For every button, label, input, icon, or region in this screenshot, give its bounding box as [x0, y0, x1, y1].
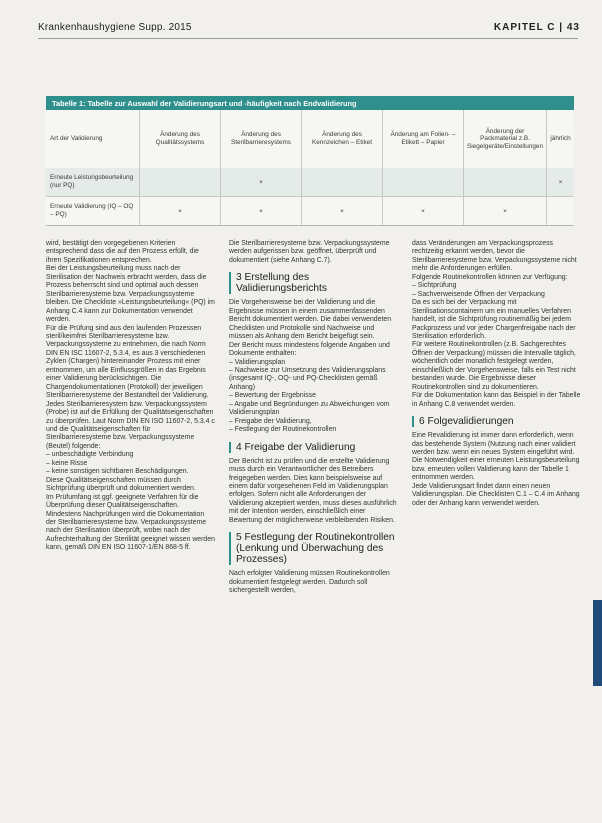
body-paragraph: Im Prüfumfang ist ggf. geeignete Verfahren für die Überprüfung dieser Qualitätseigenschaften. Mindestens Nachprüfungen wird die Dokumentation der Sterilbarrieresysteme bzw. Verpackungssysteme nach der Sterilisation überprüft, wobei nach der Aufrechterhaltung der Sterilität geeignet wissen werden kann, gemäß DIN EN ISO 11607-1/EN 868-5 ff.	[46, 493, 215, 552]
body-paragraph: Für die Dokumentation kann das Beispiel in der Tabelle in Anhang C.8 verwendet werden.	[412, 392, 581, 408]
table-cell: ×	[140, 197, 221, 226]
chapter-edge-tab	[593, 600, 602, 686]
list-item: – Angabe und Begründungen zu Abweichungen vom Validierungsplan	[229, 400, 390, 417]
list-item: – Sachverweisende Öffnen der Verpackung	[412, 290, 545, 298]
body-paragraph: Die Notwendigkeit einer erneuten Leistungsbeurteilung bzw. erneuten vollen Validierung kann der Tabelle 1 entnommen werden.	[412, 457, 580, 482]
list-item: – Festlegung der Routinekontrollen	[229, 426, 337, 434]
table-cell: ×	[302, 197, 383, 226]
table-row	[46, 168, 574, 197]
table-header-cell: Änderung des Kennzeichen – Etiket	[302, 110, 383, 168]
table-cell	[547, 197, 574, 226]
body-paragraph: Jede Validierungsart findet dann einen neuen Validierungsplan. Die Checklisten C.1 – C.4 im Anhang oder der Anhang kann verwendet werden.	[412, 482, 580, 507]
text-column-3	[412, 240, 584, 508]
table-row-label: Erneute Leistungsbeurteilung (nur PQ)	[46, 168, 140, 197]
body-paragraph: Der Bericht muss mindestens folgende Angaben und Dokumente enthalten:	[229, 341, 390, 358]
table-header-cell: Art der Validierung	[46, 110, 140, 168]
body-paragraph: Nach erfolgter Validierung müssen Routinekontrollen dokumentiert festgelegt werden. Dadurch soll sichergestellt werden,	[229, 570, 390, 595]
text-column-2	[229, 240, 399, 596]
list-item: – unbeschädigte Verbindung	[46, 451, 134, 459]
section-heading-5: 5 Festlegung der Routinekontrollen (Lenkung und Überwachung des Prozesses)	[229, 532, 399, 565]
list-item: – Sichtprüfung	[412, 282, 457, 290]
body-paragraph: dass Veränderungen am Verpackungsprozess rechtzeitig erkannt werden, bevor die Sterilbarrieresysteme bzw. Verpackungssysteme nicht mehr die Anforderungen erfüllen.	[412, 240, 577, 273]
table-header-cell: Änderung des Sterilbarrieresystems	[221, 110, 302, 168]
header-rule	[38, 38, 578, 39]
body-paragraph: Jedes Sterilbarrieresystem bzw. Verpackungssystem (Probe) ist auf die Erfüllung der Qualitätseigenschaften zu überprüfen. Laut Norm DIN EN ISO 11607-2, 5.3.4 c und die Qualitätseigenschaften für Sterilbarrieresysteme bzw. Verpackungssysteme (Beutel) folgende:	[46, 400, 215, 450]
list-item: – keine sonstigen sichtbaren Beschädigungen.	[46, 468, 189, 476]
body-paragraph: Diese Qualitätseigenschaften müssen durch Sichtprüfung überprüft und dokumentiert werden.	[46, 476, 196, 493]
table-header-row	[46, 110, 574, 168]
table-caption: Tabelle 1: Tabelle zur Auswahl der Validierungsart und -häufigkeit nach Endvalidierung	[46, 96, 574, 110]
table-cell	[383, 168, 464, 197]
body-paragraph: Der Bericht ist zu prüfen und die erstellte Validierung muss durch ein Verantwortlicher des Betreibers freigegeben werden. Dies kann beispielsweise auf einem dafür vorgesehenen Feld im Validierungsplan erfolgen. Sofern nicht alle Anforderungen der Validierung akzeptiert werden, muss dieses ausführlich mit der Intention werden, einschließlich einer Bewertung der möglicherweise verbleibenden Risiken.	[229, 457, 397, 524]
table-cell: ×	[547, 168, 574, 197]
body-paragraph: Die Vorgehensweise bei der Validierung und die Ergebnisse müssen in einem zusammenfassenden Bericht dokumentiert werden. Die dabei verwendeten Checklisten und Protokolle sind Nachweise und müssen als Anhang dem Bericht beigefügt sein.	[229, 299, 392, 341]
table-header-cell: Änderung der Packmaterial z.B. Siegelgeräte/Einstellungen	[464, 110, 547, 168]
table-header-cell: jährlich	[547, 110, 574, 168]
table-cell	[140, 168, 221, 197]
body-paragraph: Für die Prüfung sind aus den laufenden Prozessen steril/keimfrei Sterilbarrieresysteme bzw. Verpackungssysteme zu entnehmen, die nach Norm DIN EN ISC 11607-2, 5.3.4, es aus 3 verschiedenen Zyklen (Chargen) hintereinander Prozess mit einer entnommen, um alle Einflussgrößen in das Ergebnis einer Validierung berücksichtigen. Die Chargendokumentationen (Protokoll) der jeweiligen Sterilbarrieresysteme der Bestandteil der Validierung.	[46, 324, 209, 400]
table-header-cell: Änderung am Folien- – Etikett – Papier	[383, 110, 464, 168]
table-header-cell: Änderung des Qualitätssystems	[140, 110, 221, 168]
table-row	[46, 197, 574, 226]
section-heading-4: 4 Freigabe der Validierung	[229, 442, 399, 453]
body-paragraph: Folgende Routinekontrollen können zur Verfügung:	[412, 273, 568, 281]
body-paragraph: Bei der Leistungsbeurteilung muss nach der Sterilisation der Nachweis erbracht werden, dass die Prozess beherrscht sind und optimal auch dessen Sterilbarrieresysteme bzw. Verpackungssysteme bleiben. Die Checkliste »Leistungsbeurteilung« (PQ) im Anhang C.4 kann zur Dokumentation verwendet werden.	[46, 265, 215, 324]
table-cell	[464, 168, 547, 197]
section-heading-3: 3 Erstellung des Validierungsberichts	[229, 272, 399, 294]
list-item: – Validierungsplan	[229, 358, 286, 366]
body-paragraph: Die Sterilbarrieresysteme bzw. Verpackungssysteme werden aufgerissen bzw. geöffnet, überprüft und dokumentiert (siehe Anhang C.7).	[229, 240, 390, 264]
body-paragraph: wird, bestätigt den vorgegebenen Kriterien entsprechend dass die auf den Prozess erfüllt, die ihren Spezifikationen entsprechen.	[46, 240, 199, 264]
running-header-right: KAPITEL C | 43	[493, 22, 580, 33]
table-cell: ×	[221, 197, 302, 226]
list-item: – Nachweise zur Umsetzung des Validierungsplans (insgesamt IQ-, OQ- und PQ-Checklisten gemäß Anhang)	[229, 366, 386, 391]
table-cell	[302, 168, 383, 197]
table-row-label: Erneute Validierung (IQ – OQ – PQ)	[46, 197, 140, 226]
table-cell: ×	[221, 168, 302, 197]
validation-table	[46, 96, 574, 226]
running-header-left: Krankenhaushygiene Supp. 2015	[38, 22, 192, 33]
table-cell: ×	[383, 197, 464, 226]
body-paragraph: Für weitere Routinekontrollen (z.B. Sachgerechtes Öffnen der Verpackung) müssen die Intervalle täglich, wöchentlich oder monatlich festgelegt werden, einschließlich der Vorgehensweise, falls ein Test nicht bestanden wurde. Die Ergebnisse dieser Routinekontrollen sind zu dokumentieren.	[412, 341, 576, 391]
text-column-1	[46, 240, 216, 553]
body-paragraph: Da es sich bei der Verpackung mit Sterilisationscontainern um ein manuelles Verfahren handelt, ist die Sichtprüfung routinemäßig bei jedem Packprozess und vor jeder Chargenfreigabe nach der Sterilisation erforderlich.	[412, 299, 576, 340]
section-heading-6: 6 Folgevalidierungen	[412, 416, 584, 427]
body-paragraph: Eine Revalidierung ist immer dann erforderlich, wenn das bestehende System (Nutzung nach einer validiert werden bzw. wenn ein neues System eingeführt wird.	[412, 432, 576, 456]
list-item: – Bewertung der Ergebnisse	[229, 392, 316, 400]
list-item: – Freigabe der Validierung,	[229, 417, 312, 425]
list-item: – keine Risse	[46, 459, 88, 467]
table-cell: ×	[464, 197, 547, 226]
